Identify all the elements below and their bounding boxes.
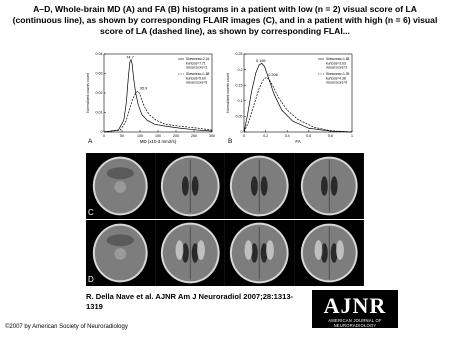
flair-slice-svg: [156, 153, 225, 219]
md-chart-y-axis-label: Normalized counts count: [86, 73, 90, 113]
md-chart-y-tick-label: 0.03: [95, 71, 103, 76]
flair-slice-svg: [156, 220, 225, 286]
fa-chart-x-tick-label: 0.4: [284, 134, 290, 138]
brainstem: [114, 181, 126, 193]
fa-histogram-chart: [226, 50, 366, 148]
flair-slice-image: [86, 153, 156, 219]
flair-slice-image: [86, 220, 156, 286]
md-histogram-svg: [86, 50, 226, 148]
md-chart-legend-entry: visual score=2: [186, 65, 208, 70]
md-chart-x-tick-label: 100: [137, 134, 143, 138]
md-chart-peak-label: 95.9: [139, 86, 148, 91]
white-matter-lesion: [197, 240, 205, 260]
orbital-region: [107, 234, 134, 246]
md-chart-y-tick-label: 0: [100, 130, 103, 135]
flair-slice-svg: [295, 220, 364, 286]
white-matter-lesion: [175, 240, 183, 260]
fa-chart-panel-letter: B: [228, 138, 233, 145]
left-ventricle: [320, 176, 327, 196]
fa-chart-y-tick-label: 0.2: [237, 67, 243, 72]
flair-slice-svg: [225, 153, 294, 219]
flair-slice-svg: [225, 220, 294, 286]
right-ventricle: [330, 176, 337, 196]
fa-chart-x-tick-label: 0.6: [306, 134, 312, 138]
logo-main-text: AJNR: [323, 293, 387, 318]
left-ventricle: [251, 176, 258, 196]
md-chart-x-tick-label: 300: [209, 134, 215, 138]
copyright-notice: ©2007 by American Society of Neuroradiology: [5, 324, 128, 330]
md-chart-panel-letter: A: [88, 138, 93, 145]
white-matter-lesion: [266, 240, 274, 260]
white-matter-lesion: [336, 240, 344, 260]
fa-histogram-svg: [226, 50, 366, 148]
fa-chart-legend-entry: visual score=2: [326, 65, 348, 70]
flair-slice-svg: [86, 153, 155, 219]
fa-chart-x-tick-label: 0.2: [263, 134, 269, 138]
fa-chart-y-tick-label: 0.25: [235, 52, 243, 57]
flair-slice-image: [295, 220, 365, 286]
right-ventricle: [191, 176, 198, 196]
md-histogram-chart: [86, 50, 226, 148]
md-chart-y-tick-label: 0.01: [95, 110, 103, 115]
md-chart-legend-entry: Skewness=2.16: [186, 57, 210, 62]
white-matter-lesion: [245, 240, 253, 260]
flair-slice-svg: [86, 220, 155, 286]
panel-letter-label: D: [88, 275, 94, 284]
fa-chart-y-tick-label: 0.15: [235, 83, 243, 88]
fa-chart-peak-label: 0.206: [268, 72, 278, 77]
fa-chart-legend-entry: kurtosis=3.63: [326, 61, 346, 66]
fa-chart-legend-entry: Skewness=1.39: [326, 72, 350, 77]
fa-chart-legend-entry: visual score=6: [326, 80, 348, 85]
flair-slice-image: [156, 153, 226, 219]
fa-chart-peak-label: 0.165: [256, 58, 266, 63]
fa-chart-x-tick-label: 0.8: [327, 134, 333, 138]
flair-slice-image: [225, 220, 295, 286]
flair-slice-image: [225, 153, 295, 219]
md-chart-x-tick-label: 250: [191, 134, 197, 138]
fa-chart-x-axis-label: FA: [295, 139, 301, 144]
md-chart-x-tick-label: 0: [103, 134, 105, 138]
flair-slice-image: [295, 153, 365, 219]
fa-chart-legend-entry: kurtosis=4.38: [326, 76, 346, 81]
fa-chart-y-tick-label: 0.05: [235, 114, 243, 119]
orbital-region: [107, 167, 134, 179]
citation: R. Della Nave et al. AJNR Am J Neuroradiol 2007;28:1313-1319: [86, 292, 294, 311]
brainstem: [114, 248, 126, 260]
md-chart-x-tick-label: 150: [155, 134, 161, 138]
logo-sub-text: AMERICAN JOURNAL OF NEURORADIOLOGY: [328, 318, 382, 328]
figure-caption: A–D, Whole-brain MD (A) and FA (B) histograms in a patient with low (n = 2) visual score of LA (continuous line), as shown by corresponding FLAIR images (C), and in a patient with high (n = 6) visual score of LA (dashed line), as shown by corresponding FLAI...: [12, 4, 438, 36]
fa-chart-x-tick-label: 0: [243, 134, 245, 138]
flair-slice-image: [156, 220, 226, 286]
md-chart-peak-label: 74.7: [126, 55, 134, 60]
md-chart-y-tick-label: 0.02: [95, 91, 103, 96]
fa-chart-legend-entry: Skewness=1.68: [326, 57, 350, 62]
md-chart-legend-entry: Skewness=1.88: [186, 72, 210, 77]
fa-chart-y-axis-label: Normalized counts count: [226, 73, 230, 113]
md-chart-legend-entry: kurtosis=5.60: [186, 76, 206, 81]
panel-letter-label: C: [88, 208, 94, 217]
flair-row-low-score: [86, 153, 364, 219]
md-chart-x-axis-label: MD (x10-3 mm2/s): [139, 139, 177, 144]
flair-row-high-score: [86, 220, 364, 286]
fa-chart-y-tick-label: 0: [240, 130, 243, 135]
white-matter-lesion: [314, 240, 322, 260]
ajnr-logo: [312, 290, 398, 328]
md-chart-legend-entry: kurtosis=7.71: [186, 61, 206, 66]
md-chart-x-tick-label: 50: [120, 134, 124, 138]
md-chart-legend-entry: visual score=6: [186, 80, 208, 85]
left-ventricle: [181, 176, 188, 196]
flair-slice-svg: [295, 153, 364, 219]
md-chart-y-tick-label: 0.04: [95, 52, 103, 57]
fa-chart-x-tick-label: 1: [351, 134, 353, 138]
right-ventricle: [261, 176, 268, 196]
md-chart-x-tick-label: 200: [173, 134, 179, 138]
fa-chart-y-tick-label: 0.1: [237, 99, 243, 103]
